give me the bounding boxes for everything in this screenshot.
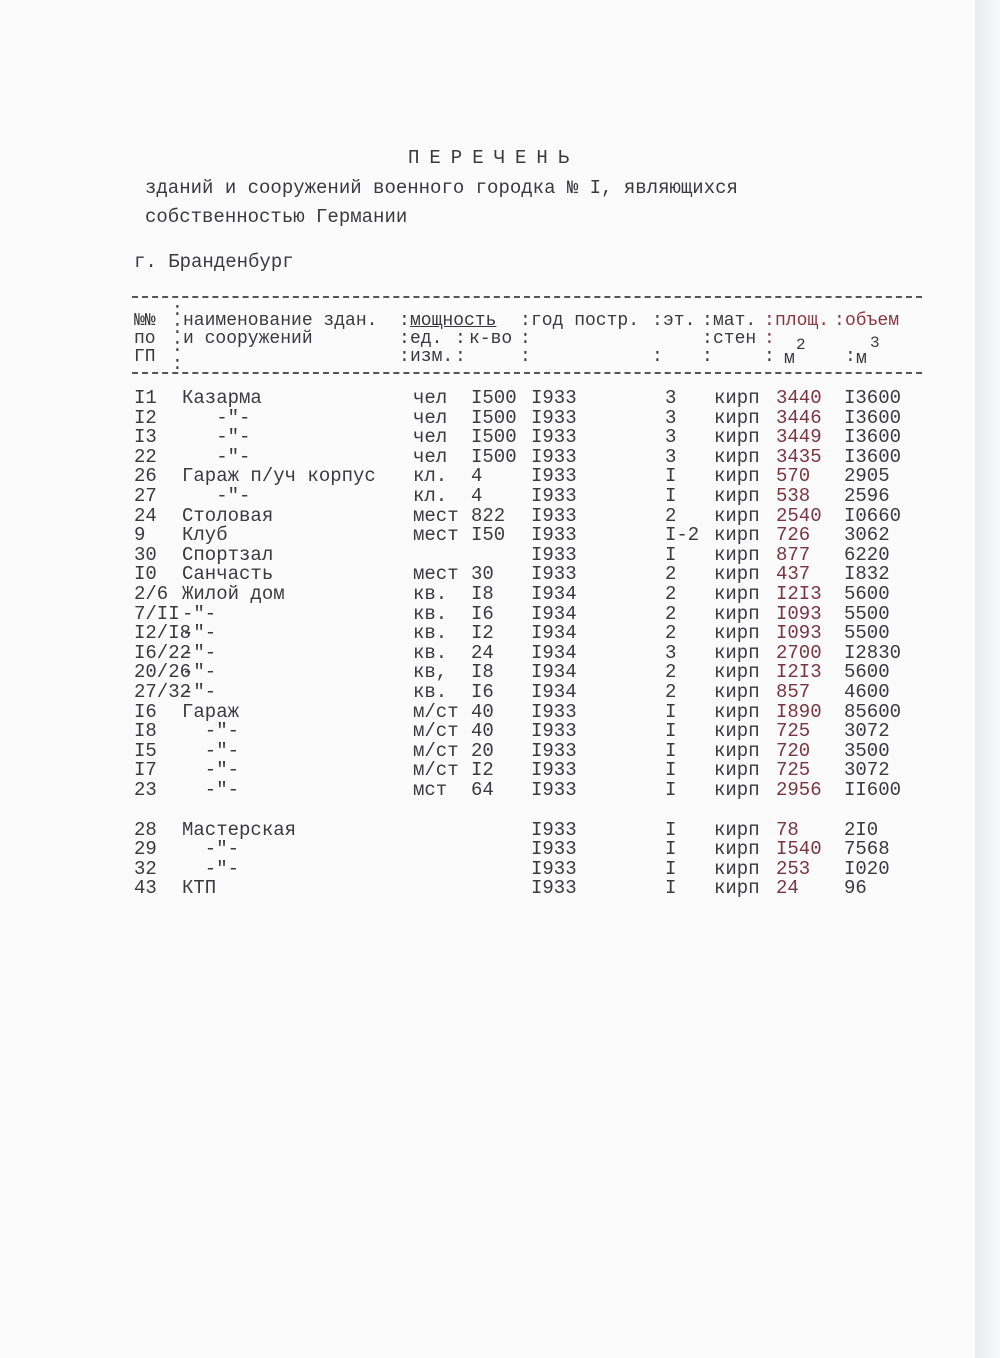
row-year: I933 xyxy=(531,838,577,861)
row-floors: I xyxy=(665,720,677,743)
row-floors: I xyxy=(665,779,677,801)
row-material: кирп xyxy=(714,583,760,605)
table-row xyxy=(0,662,975,682)
header-material-line1: мат. xyxy=(713,311,757,331)
row-area: I2I3 xyxy=(776,661,822,684)
row-name: -"- xyxy=(182,838,240,861)
row-floors: 2 xyxy=(665,563,677,586)
row-material: кирп xyxy=(714,485,760,507)
header-unit-line1: ед. xyxy=(410,329,443,349)
row-volume: 5500 xyxy=(844,622,890,645)
row-year: I934 xyxy=(531,681,577,703)
row-volume: 3062 xyxy=(844,524,890,547)
row-name: -"- xyxy=(182,779,240,801)
row-qty: 4 xyxy=(471,465,483,488)
header-floors: эт. xyxy=(663,311,696,331)
header-year: год постр. xyxy=(531,311,640,331)
row-floors: 3 xyxy=(665,426,677,449)
row-volume: I3600 xyxy=(844,406,902,429)
row-unit: кв. xyxy=(413,583,448,605)
row-number: I8 xyxy=(134,720,157,743)
row-floors: 3 xyxy=(665,387,677,409)
row-qty: 24 xyxy=(471,641,494,664)
row-number: 22 xyxy=(134,445,157,468)
row-floors: I xyxy=(665,485,677,507)
row-year: I933 xyxy=(531,543,577,566)
row-qty: I6 xyxy=(471,681,494,703)
header-separator: : xyxy=(834,311,845,331)
row-volume: I2830 xyxy=(844,641,902,664)
row-name: Санчасть xyxy=(182,563,274,586)
table-row xyxy=(0,447,975,467)
header-separator: : xyxy=(702,347,713,367)
row-number: 23 xyxy=(134,779,157,801)
row-area: 538 xyxy=(776,485,811,507)
header-volume-exponent: 3 xyxy=(870,334,880,352)
row-year: I933 xyxy=(531,759,577,782)
row-floors: I xyxy=(665,739,677,762)
row-area: 2540 xyxy=(776,504,822,527)
row-area: 2956 xyxy=(776,779,822,801)
row-qty: 40 xyxy=(471,720,494,743)
row-qty: 64 xyxy=(471,779,494,801)
table-row xyxy=(0,564,975,584)
table-row xyxy=(0,780,975,800)
header-name-line1: наименование здан. xyxy=(183,311,378,331)
row-volume: 5500 xyxy=(844,602,890,625)
row-year: I933 xyxy=(531,465,577,488)
row-number: I1 xyxy=(134,387,157,409)
row-material: кирп xyxy=(714,818,760,841)
row-area: 3449 xyxy=(776,426,822,449)
header-separator: : xyxy=(764,311,775,331)
row-volume: 2I0 xyxy=(844,818,879,841)
header-separator: : xyxy=(172,355,183,375)
row-qty: 822 xyxy=(471,504,506,527)
table-row xyxy=(0,682,975,702)
row-floors: 2 xyxy=(665,504,677,527)
document-subtitle-line1: зданий и сооружений военного городка № I, являющихся xyxy=(145,177,738,199)
header-qty: к-во xyxy=(469,329,513,349)
row-volume: 3072 xyxy=(844,720,890,743)
row-number: 26 xyxy=(134,465,157,488)
row-number: I6/22 xyxy=(134,641,192,664)
row-volume: I3600 xyxy=(844,445,902,468)
row-qty: I50 xyxy=(471,524,506,547)
row-material: кирп xyxy=(714,681,760,703)
row-material: кирп xyxy=(714,700,760,723)
row-volume: 5600 xyxy=(844,661,890,684)
row-name: -"- xyxy=(182,641,217,664)
table-row xyxy=(0,427,975,447)
row-unit: кл. xyxy=(413,485,448,507)
row-floors: 2 xyxy=(665,681,677,703)
header-material-line2: стен xyxy=(713,329,757,349)
row-floors: 3 xyxy=(665,641,677,664)
row-number: 27 xyxy=(134,485,157,507)
row-number: I7 xyxy=(134,759,157,782)
header-separator: : xyxy=(652,347,663,367)
row-volume: I3600 xyxy=(844,387,902,409)
row-name: Столовая xyxy=(182,504,274,527)
row-unit: м/ст xyxy=(413,759,459,782)
row-floors: I xyxy=(665,877,677,900)
table-row xyxy=(0,623,975,643)
header-no-line2: по xyxy=(134,329,156,349)
row-qty: 30 xyxy=(471,563,494,586)
row-qty: I500 xyxy=(471,445,517,468)
row-floors: 2 xyxy=(665,583,677,605)
row-area: 78 xyxy=(776,818,799,841)
row-year: I933 xyxy=(531,524,577,547)
row-year: I933 xyxy=(531,818,577,841)
row-year: I933 xyxy=(531,563,577,586)
row-area: 725 xyxy=(776,720,811,743)
header-separator: : xyxy=(172,301,183,321)
row-number: 29 xyxy=(134,838,157,861)
table-row xyxy=(0,702,975,722)
header-volume: объем xyxy=(845,311,900,331)
header-separator: : xyxy=(845,347,856,367)
header-volume-unit: м xyxy=(856,349,867,369)
row-volume: I020 xyxy=(844,857,890,880)
row-number: 24 xyxy=(134,504,157,527)
header-name-line2: и сооружений xyxy=(183,329,313,349)
row-volume: 5600 xyxy=(844,583,890,605)
header-separator: : xyxy=(455,347,466,367)
row-number: 27/32 xyxy=(134,681,192,703)
header-area: площ. xyxy=(775,311,830,331)
row-year: I933 xyxy=(531,485,577,507)
row-unit: кв, xyxy=(413,661,448,684)
header-no-line1: №№ xyxy=(134,311,156,331)
row-name: -"- xyxy=(182,759,240,782)
row-unit: кв. xyxy=(413,681,448,703)
row-material: кирп xyxy=(714,387,760,409)
header-area-exponent: 2 xyxy=(796,336,806,354)
row-material: кирп xyxy=(714,661,760,684)
row-number: 30 xyxy=(134,543,157,566)
header-separator: : xyxy=(764,347,775,367)
row-material: кирп xyxy=(714,641,760,664)
table-row xyxy=(0,545,975,565)
row-name: -"- xyxy=(182,661,217,684)
row-volume: II600 xyxy=(844,779,902,801)
header-top-rule xyxy=(132,296,922,298)
table-row xyxy=(0,584,975,604)
row-number: 9 xyxy=(134,524,146,547)
header-separator: : xyxy=(399,329,410,349)
header-unit-line2: изм. xyxy=(410,347,454,367)
row-number: I0 xyxy=(134,563,157,586)
table-row xyxy=(0,643,975,663)
row-floors: I-2 xyxy=(665,524,700,547)
row-area: I093 xyxy=(776,622,822,645)
row-number: 43 xyxy=(134,877,157,900)
row-floors: I xyxy=(665,700,677,723)
header-separator: : xyxy=(520,347,531,367)
row-volume: 6220 xyxy=(844,543,890,566)
row-year: I933 xyxy=(531,700,577,723)
row-number: 32 xyxy=(134,857,157,880)
table-row xyxy=(0,859,975,879)
row-volume: 85600 xyxy=(844,700,902,723)
row-unit: мст xyxy=(413,779,448,801)
header-no-line3: ГП xyxy=(134,347,156,367)
row-volume: 4600 xyxy=(844,681,890,703)
row-name: -"- xyxy=(182,739,240,762)
row-unit: мест xyxy=(413,563,459,586)
row-number: 20/26 xyxy=(134,661,192,684)
row-name: -"- xyxy=(182,445,251,468)
row-year: I933 xyxy=(531,406,577,429)
row-qty: I6 xyxy=(471,602,494,625)
row-unit: м/ст xyxy=(413,739,459,762)
table-row xyxy=(0,388,975,408)
table-row xyxy=(0,839,975,859)
header-separator: : xyxy=(652,311,663,331)
row-area: 570 xyxy=(776,465,811,488)
row-name: -"- xyxy=(182,622,217,645)
row-material: кирп xyxy=(714,426,760,449)
row-unit: чел xyxy=(413,406,448,429)
table-row xyxy=(0,741,975,761)
row-area: 3446 xyxy=(776,406,822,429)
row-floors: 3 xyxy=(665,445,677,468)
row-floors: I xyxy=(665,759,677,782)
row-number: 28 xyxy=(134,818,157,841)
header-capacity: мощность xyxy=(410,311,497,331)
row-name: -"- xyxy=(182,681,217,703)
row-name: Мастерская xyxy=(182,818,297,841)
row-area: I2I3 xyxy=(776,583,822,605)
row-year: I934 xyxy=(531,602,577,625)
header-separator: : xyxy=(172,319,183,339)
header-separator: : xyxy=(399,311,410,331)
row-material: кирп xyxy=(714,759,760,782)
row-floors: I xyxy=(665,465,677,488)
row-material: кирп xyxy=(714,445,760,468)
document-city: г. Бранденбург xyxy=(134,251,294,273)
table-row xyxy=(0,486,975,506)
header-separator: : xyxy=(455,329,466,349)
row-floors: 2 xyxy=(665,602,677,625)
row-unit: мест xyxy=(413,524,459,547)
row-qty: 20 xyxy=(471,739,494,762)
row-year: I933 xyxy=(531,504,577,527)
row-name: -"- xyxy=(182,426,251,449)
row-name: Клуб xyxy=(182,524,228,547)
table-row xyxy=(0,466,975,486)
row-area: 877 xyxy=(776,543,811,566)
row-name: -"- xyxy=(182,602,217,625)
row-material: кирп xyxy=(714,838,760,861)
row-year: I933 xyxy=(531,877,577,900)
row-number: I3 xyxy=(134,426,157,449)
row-material: кирп xyxy=(714,720,760,743)
row-year: I933 xyxy=(531,739,577,762)
row-area: 3435 xyxy=(776,445,822,468)
row-unit: м/ст xyxy=(413,700,459,723)
row-number: I2 xyxy=(134,406,157,429)
row-volume: I0660 xyxy=(844,504,902,527)
row-material: кирп xyxy=(714,524,760,547)
header-area-unit: м xyxy=(784,349,795,369)
row-floors: I xyxy=(665,838,677,861)
row-year: I933 xyxy=(531,857,577,880)
row-year: I934 xyxy=(531,622,577,645)
row-number: I5 xyxy=(134,739,157,762)
header-separator: : xyxy=(520,311,531,331)
row-material: кирп xyxy=(714,563,760,586)
row-area: 253 xyxy=(776,857,811,880)
row-volume: 96 xyxy=(844,877,867,900)
row-name: Казарма xyxy=(182,387,262,409)
row-number: 7/II xyxy=(134,602,180,625)
row-year: I933 xyxy=(531,387,577,409)
row-floors: I xyxy=(665,857,677,880)
row-unit: м/ст xyxy=(413,720,459,743)
table-row xyxy=(0,721,975,741)
row-floors: I xyxy=(665,543,677,566)
row-area: 720 xyxy=(776,739,811,762)
row-unit: мест xyxy=(413,504,459,527)
row-volume: 2596 xyxy=(844,485,890,507)
row-qty: I500 xyxy=(471,406,517,429)
row-year: I933 xyxy=(531,445,577,468)
row-unit: чел xyxy=(413,445,448,468)
row-number: 2/6 xyxy=(134,583,169,605)
table-row xyxy=(0,506,975,526)
row-name: Спортзал xyxy=(182,543,274,566)
header-separator: : xyxy=(399,347,410,367)
row-qty: I8 xyxy=(471,661,494,684)
row-unit: кл. xyxy=(413,465,448,488)
header-bottom-rule xyxy=(132,372,922,374)
row-name: -"- xyxy=(182,485,251,507)
row-qty: I2 xyxy=(471,622,494,645)
row-unit: кв. xyxy=(413,622,448,645)
row-number: I2/I8 xyxy=(134,622,192,645)
row-year: I934 xyxy=(531,661,577,684)
table-row xyxy=(0,525,975,545)
row-material: кирп xyxy=(714,622,760,645)
row-floors: 2 xyxy=(665,661,677,684)
row-qty: 40 xyxy=(471,700,494,723)
table-row xyxy=(0,760,975,780)
row-area: 24 xyxy=(776,877,799,900)
row-name: -"- xyxy=(182,406,251,429)
row-qty: I500 xyxy=(471,426,517,449)
page-edge xyxy=(975,0,1000,1358)
row-material: кирп xyxy=(714,857,760,880)
row-year: I933 xyxy=(531,779,577,801)
row-area: 725 xyxy=(776,759,811,782)
table-row xyxy=(0,820,975,840)
table-row xyxy=(0,408,975,428)
row-material: кирп xyxy=(714,877,760,900)
row-volume: 7568 xyxy=(844,838,890,861)
row-qty: I500 xyxy=(471,387,517,409)
row-area: I093 xyxy=(776,602,822,625)
row-volume: 3500 xyxy=(844,739,890,762)
document-subtitle-line2: собственностью Германии xyxy=(145,206,408,228)
row-name: -"- xyxy=(182,857,240,880)
row-qty: I8 xyxy=(471,583,494,605)
header-separator: : xyxy=(520,329,531,349)
header-separator: : xyxy=(764,329,775,349)
table-row xyxy=(0,604,975,624)
row-area: 726 xyxy=(776,524,811,547)
row-volume: 2905 xyxy=(844,465,890,488)
row-year: I933 xyxy=(531,426,577,449)
row-material: кирп xyxy=(714,465,760,488)
row-material: кирп xyxy=(714,504,760,527)
row-unit: кв. xyxy=(413,602,448,625)
row-material: кирп xyxy=(714,602,760,625)
row-unit: кв. xyxy=(413,641,448,664)
row-name: Гараж п/уч корпус xyxy=(182,465,376,488)
header-separator: : xyxy=(172,337,183,357)
row-area: 437 xyxy=(776,563,811,586)
row-area: I540 xyxy=(776,838,822,861)
row-name: Гараж xyxy=(182,700,240,723)
row-qty: I2 xyxy=(471,759,494,782)
row-name: -"- xyxy=(182,720,240,743)
row-year: I934 xyxy=(531,641,577,664)
row-area: 2700 xyxy=(776,641,822,664)
row-number: I6 xyxy=(134,700,157,723)
header-separator: : xyxy=(702,311,713,331)
row-material: кирп xyxy=(714,543,760,566)
row-volume: I3600 xyxy=(844,426,902,449)
row-name: Жилой дом xyxy=(182,583,285,605)
row-volume: I832 xyxy=(844,563,890,586)
table-row xyxy=(0,878,975,898)
header-separator: : xyxy=(702,329,713,349)
row-qty: 4 xyxy=(471,485,483,507)
row-floors: 2 xyxy=(665,622,677,645)
row-area: I890 xyxy=(776,700,822,723)
row-floors: 3 xyxy=(665,406,677,429)
row-unit: чел xyxy=(413,426,448,449)
row-area: 3440 xyxy=(776,387,822,409)
row-material: кирп xyxy=(714,779,760,801)
row-floors: I xyxy=(665,818,677,841)
row-area: 857 xyxy=(776,681,811,703)
row-volume: 3072 xyxy=(844,759,890,782)
row-material: кирп xyxy=(714,739,760,762)
row-year: I933 xyxy=(531,720,577,743)
row-name: КТП xyxy=(182,877,217,900)
document-title: ПЕРЕЧЕНЬ xyxy=(408,147,580,169)
row-material: кирп xyxy=(714,406,760,429)
row-unit: чел xyxy=(413,387,448,409)
row-year: I934 xyxy=(531,583,577,605)
